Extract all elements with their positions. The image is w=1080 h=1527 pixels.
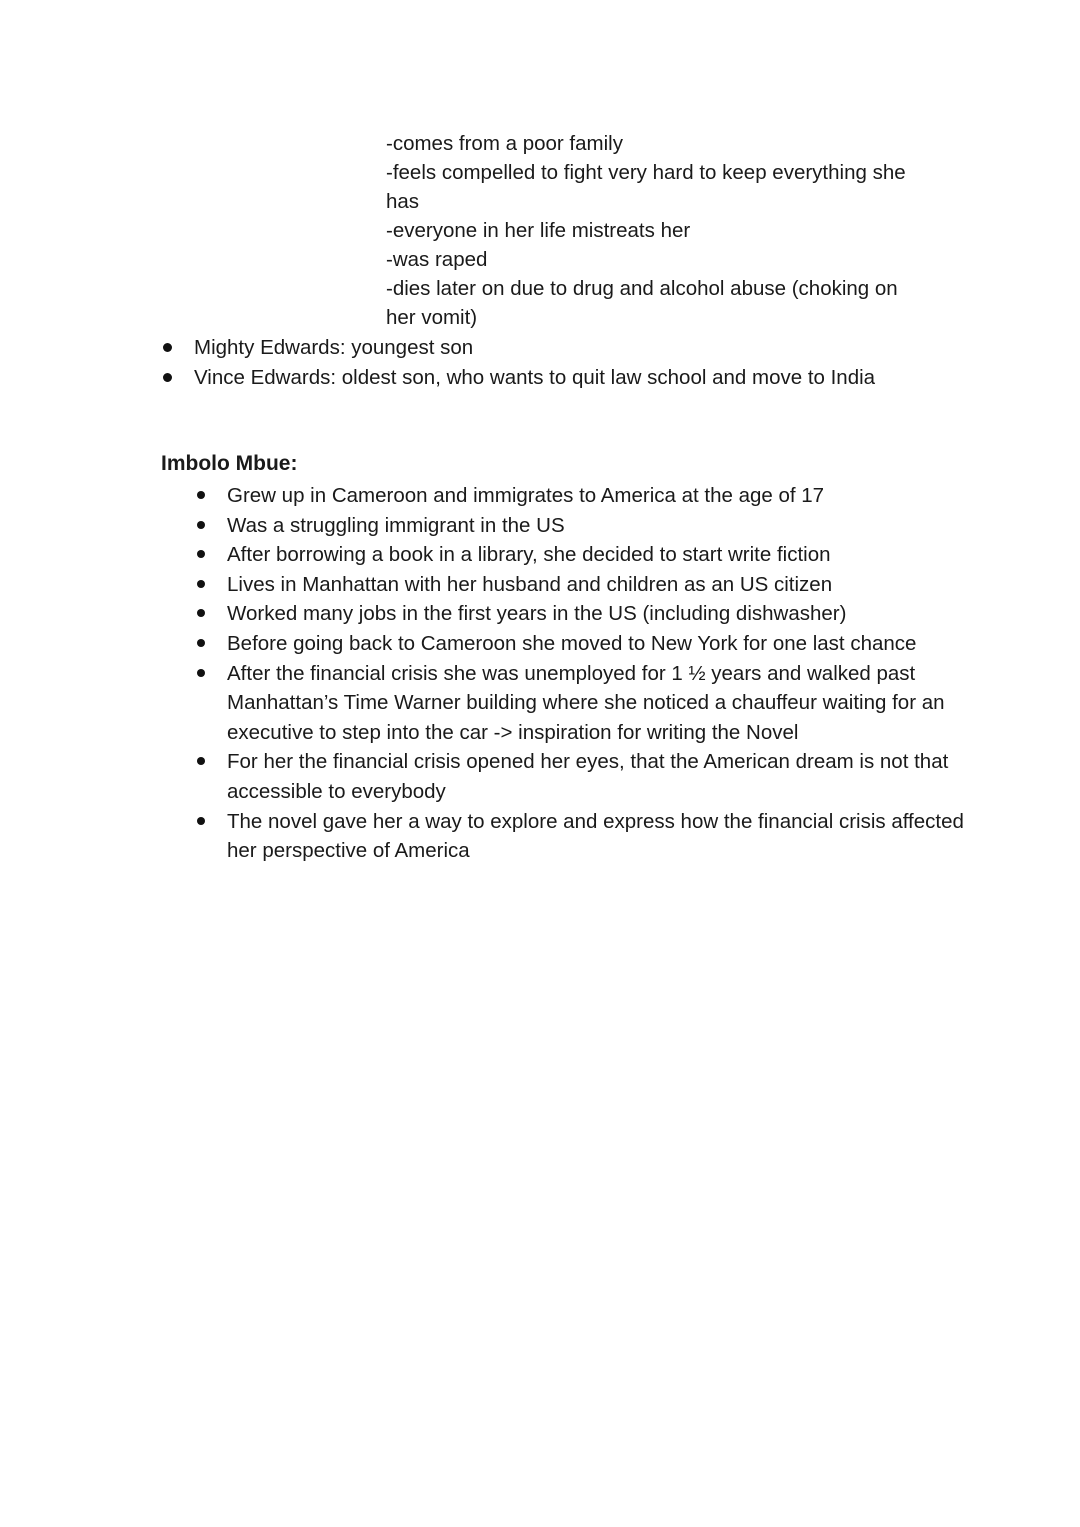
- author-heading: Imbolo Mbue:: [161, 452, 298, 475]
- list-item: [195, 599, 975, 629]
- list-item: [195, 481, 975, 511]
- character-traits-block: [386, 129, 966, 332]
- author-fact: Lives in Manhattan with her husband and children as an US citizen: [227, 572, 833, 596]
- list-item: [195, 540, 975, 570]
- bullet-icon: [197, 609, 205, 617]
- trait-line: has: [386, 190, 420, 213]
- list-item: [195, 659, 975, 748]
- trait-line: -dies later on due to drug and alcohol abuse (choking on: [386, 277, 898, 300]
- bullet-icon: [197, 491, 205, 499]
- bullet-icon: [163, 373, 172, 382]
- bullet-icon: [197, 639, 205, 647]
- bullet-icon: [197, 580, 205, 588]
- author-fact: Before going back to Cameroon she moved to New York for one last chance: [227, 631, 917, 655]
- trait-line: -everyone in her life mistreats her: [386, 219, 691, 242]
- author-fact: Grew up in Cameroon and immigrates to America at the age of 17: [227, 484, 825, 507]
- list-item: [195, 511, 975, 541]
- bullet-icon: [163, 343, 172, 352]
- trait-line: her vomit): [386, 306, 478, 329]
- bullet-icon: [197, 521, 205, 529]
- list-item: [162, 333, 1022, 363]
- character-entry: Mighty Edwards: youngest son: [194, 336, 474, 359]
- author-fact: Worked many jobs in the first years in the US (including dishwasher): [227, 602, 847, 626]
- author-fact: After borrowing a book in a library, she decided to start write fiction: [227, 543, 831, 567]
- bullet-icon: [197, 550, 205, 558]
- bullet-icon: [197, 757, 205, 765]
- list-item: [195, 807, 975, 866]
- list-item: [195, 747, 975, 806]
- list-item: [162, 363, 1022, 393]
- trait-line: -comes from a poor family: [386, 132, 623, 155]
- author-fact: After the financial crisis she was unemployed for 1 ½ years and walked past Manhattan’s Time Warner building where she noticed a chauffeur waiting for an executive to step into the car -> inspiration for writing the Novel: [227, 661, 945, 744]
- bullet-icon: [197, 817, 205, 825]
- bullet-icon: [197, 669, 205, 677]
- trait-line: -was raped: [386, 248, 488, 271]
- author-fact: Was a struggling immigrant in the US: [227, 513, 565, 537]
- author-facts-list: [195, 481, 975, 866]
- list-item: [195, 629, 975, 659]
- character-list: [162, 333, 1022, 393]
- author-fact: The novel gave her a way to explore and express how the financial crisis affected her perspective of America: [227, 809, 964, 863]
- list-item: [195, 570, 975, 600]
- character-entry: Vince Edwards: oldest son, who wants to quit law school and move to India: [194, 366, 876, 389]
- author-fact: For her the financial crisis opened her eyes, that the American dream is not that accessible to everybody: [227, 750, 949, 803]
- trait-line: -feels compelled to fight very hard to keep everything she: [386, 161, 906, 184]
